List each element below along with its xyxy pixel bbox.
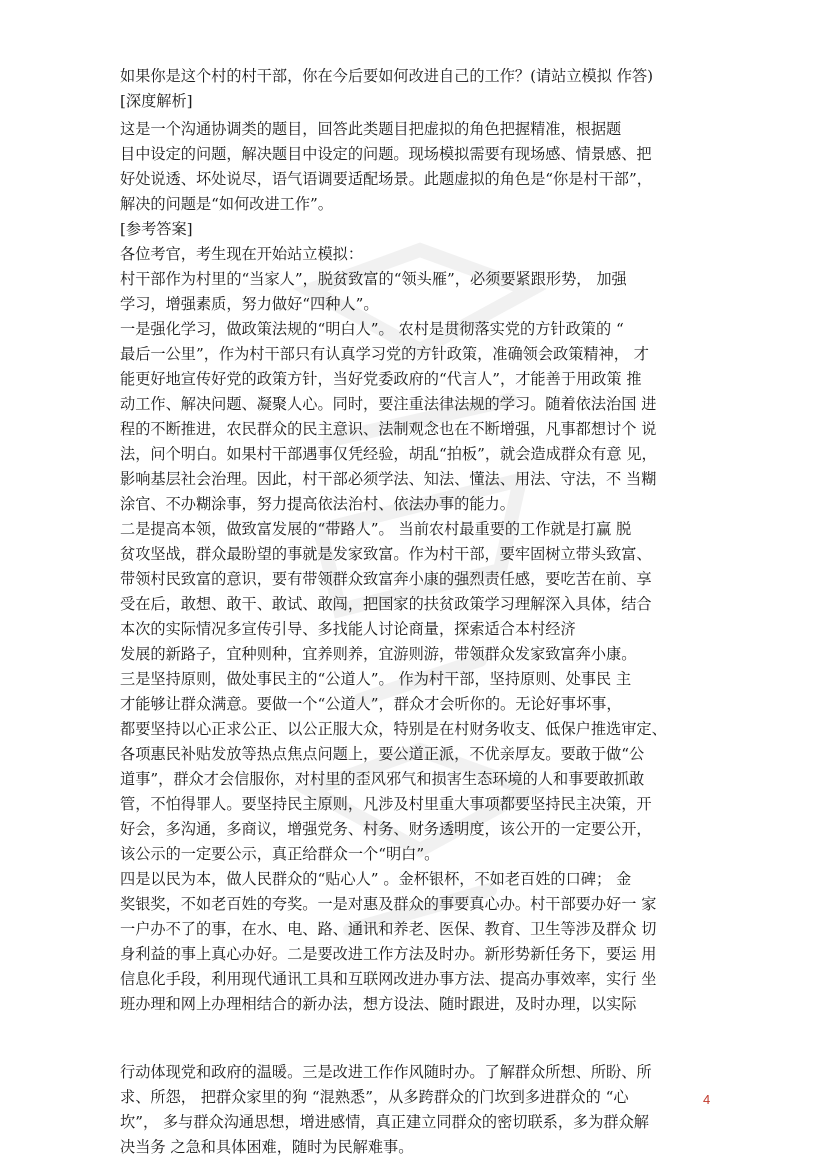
paragraph-line: 能更好地宣传好党的政策方针，当好党委政府的“代言人”，才能善于用政策 推 [120,370,642,388]
paragraph-line: 管，不怕得罪人。要坚持民主原则，凡涉及村里重大事项都要坚持民主决策，开 [120,795,652,813]
paragraph-line: 身利益的事上真心办好。二是要改进工作方法及时办。新形势新任务下，要运 用 [120,945,657,963]
answer-heading [120,217,710,242]
paragraph-line: 最后一公里”，作为村干部只有认真学习党的方针政策，准确领会政策精神， 才 [120,345,649,363]
paragraph-line: 贫攻坚战，群众最盼望的事就是发家致富。作为村干部，要牢固树立带头致富、 [120,545,652,563]
paragraph-line: 信息化手段，利用现代通讯工具和互联网改进办事方法、提高办事效率，实行 坐 [120,970,657,988]
paragraph-line: 该公示的一定要公示，真正给群众一个“明白”。 [120,845,440,863]
document-page [120,64,710,1160]
paragraph-line: 好处说透、坏处说尽，语气语调要适配场景。此题虚拟的角色是“你是村干部”， [120,170,652,188]
paragraph-line: 受在后，敢想、敢干、敢试、敢闯，把国家的扶贫政策学习理解深入具体，结合 [120,595,652,613]
paragraph-line: 行动体现党和政府的温暖。三是改进工作作风随时办。了解群众所想、所盼、所 [120,1063,652,1081]
closing-paragraph [120,1060,710,1160]
point3-paragraph [120,667,710,867]
greeting-paragraph [120,242,710,267]
paragraph-line: 本次的实际情况多宣传引导、多找能人讨论商量，探索适合本村经济 [120,620,576,638]
paragraph-line: 法，问个明白。如果村干部遇事仅凭经验，胡乱“拍板”，就会造成群众有意 见， [120,445,657,463]
paragraph-line: 动工作、解决问题、凝聚人心。同时，要注重法律法规的学习。随着依法治国 进 [120,395,657,413]
paragraph-line: 各项惠民补贴发放等热点焦点问题上，要公道正派，不优亲厚友。要敢于做“公 [120,745,645,763]
paragraph-line: 涂官、不办糊涂事，努力提高依法治村、依法办事的能力。 [120,495,515,513]
question-line: 如果你是这个村的村干部，你在今后要如何改进自己的工作？(请站立模拟 作答) [120,67,654,85]
analysis-heading-text: [深度解析] [120,92,193,110]
greeting-line: 各位考官，考生现在开始站立模拟： [120,245,363,263]
paragraph-line: 好会，多沟通，多商议，增强党务、村务、财务透明度，该公开的一定要公开， [120,820,652,838]
paragraph-line: 目中设定的问题，解决题目中设定的问题。现场模拟需要有现场感、情景感、把 [120,145,652,163]
paragraph-line: 这是一个沟通协调类的题目，回答此类题目把虚拟的角色把握精准，根据题 [120,120,622,138]
paragraph-line: 道事”，群众才会信服你，对村里的歪风邪气和损害生态环境的人和事要敢抓敢 [120,770,645,788]
paragraph-line: 都要坚持以心正求公正、以公正服大众，特别是在村财务收支、低保户推选审定、 [120,720,667,738]
paragraph-line: 解决的问题是“如何改进工作”。 [120,195,333,213]
paragraph-line: 程的不断推进，农民群众的民主意识、法制观念也在不断增强，凡事都想讨个 说 [120,420,657,438]
paragraph-line: 奖银奖，不如老百姓的夸奖。一是对惠及群众的事要真心办。村干部要办好一 家 [120,895,657,913]
page-number: 4 [703,1092,711,1107]
paragraph-line: 影响基层社会治理。因此，村干部必须学法、知法、懂法、用法、守法，不 当糊 [120,470,657,488]
point1-paragraph [120,317,710,517]
paragraph-line: 村干部作为村里的“当家人”，脱贫致富的“领头雁”，必须要紧跟形势， 加强 [120,270,627,288]
paragraph-line: 坎”， 多与群众沟通思想，增进感情，真正建立同群众的密切联系，多为群众解 [120,1113,649,1131]
paragraph-line: 求、所怨， 把群众家里的狗 “混熟悉”，从多跨群众的门坎到多进群众的 “心 [120,1088,629,1106]
paragraph-line: 三是坚持原则，做处事民主的“公道人”。 作为村干部，坚持原则、处事民 主 [120,670,632,688]
paragraph-line: 学习，增强素质，努力做好“四种人”。 [120,295,379,313]
paragraph-line: 决当务 之急和具体困难，随时为民解难事。 [120,1138,414,1156]
paragraph-line: 才能够让群众满意。要做一个“公道人”，群众才会听你的。无论好事坏事， [120,695,622,713]
analysis-heading [120,89,710,114]
question-text [120,64,710,89]
paragraph-line: 发展的新路子，宜种则种，宜养则养，宜游则游，带领群众发家致富奔小康。 [120,645,637,663]
paragraph-line: 四是以民为本，做人民群众的“贴心人” 。金杯银杯，不如老百姓的口碑； 金 [120,870,632,888]
point2-paragraph [120,517,710,667]
analysis-paragraph [120,117,710,217]
paragraph-line: 带领村民致富的意识，要有带领群众致富奔小康的强烈责任感，要吃苦在前、享 [120,570,652,588]
paragraph-line: 二是提高本领，做致富发展的“带路人”。 当前农村最重要的工作就是打赢 脱 [120,520,632,538]
paragraph-line: 班办理和网上办理相结合的新办法，想方设法、随时跟进，及时办理，以实际 [120,995,637,1013]
answer-heading-text: [参考答案] [120,220,193,238]
paragraph-line: 一户办不了的事，在水、电、路、通讯和养老、医保、教育、卫生等涉及群众 切 [120,920,657,938]
paragraph-line: 一是强化学习，做政策法规的“明白人”。 农村是贯彻落实党的方针政策的 “ [120,320,624,338]
point4-paragraph [120,867,710,1017]
intro-paragraph [120,267,710,317]
